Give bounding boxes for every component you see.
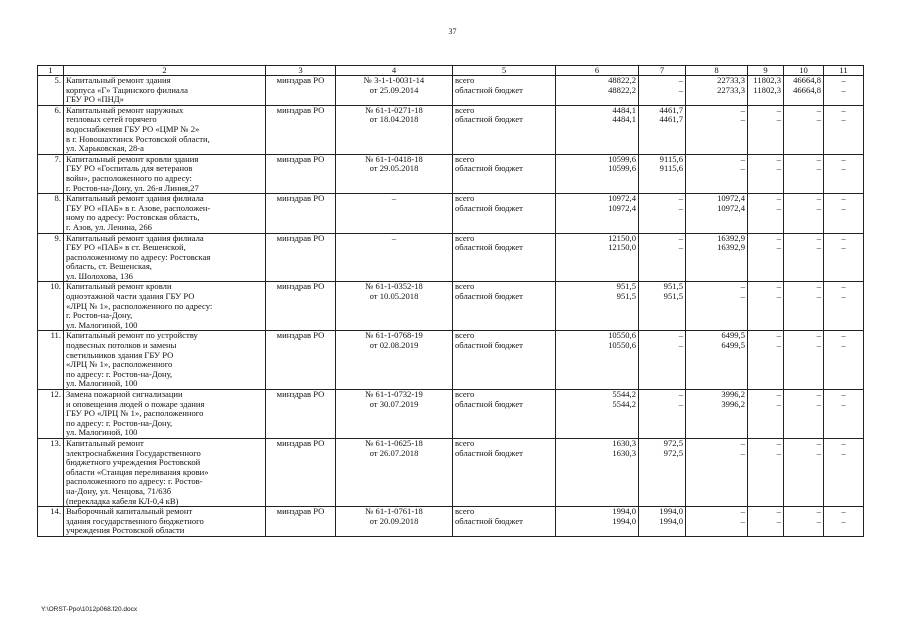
amount-c11: [824, 282, 864, 331]
funding-source-line: всего: [455, 389, 475, 399]
amount-value: –: [841, 398, 846, 409]
funding-source-line: областной бюджет: [455, 340, 523, 351]
amount-value: –: [776, 291, 781, 302]
amount-value: 16392,9: [717, 233, 745, 243]
amount-value: 6499,5: [721, 340, 745, 351]
column-header: 4: [336, 66, 453, 76]
expertise-document: № 61-1-0768-19 от 02.08.2019: [336, 331, 453, 390]
amount-c8: [686, 507, 748, 537]
amount-value: –: [816, 506, 821, 517]
amount-value: –: [841, 291, 846, 302]
amount-value: –: [678, 193, 683, 204]
expertise-document: № 61-1-0761-18 от 20.09.2018: [336, 507, 453, 537]
funding-source-line: всего: [455, 438, 475, 448]
work-description: Капитальный ремонт электроснабжения Государственного бюджетного учреждения Ростовской области «Станция переливания крови» расположенного по адресу: г. Ростов- на-Дону, ул. Ченцова, 71/63б (перекладка кабеля КЛ-0,4 кВ): [64, 438, 266, 506]
amount-value: –: [816, 193, 821, 204]
amount-value: 951,5: [616, 281, 636, 292]
amount-value: –: [841, 202, 846, 213]
amount-value: 951,5: [663, 281, 683, 292]
column-header: 9: [748, 66, 784, 76]
amount-value: –: [776, 193, 781, 204]
amount-c6: [556, 233, 639, 282]
amount-value: –: [841, 105, 846, 115]
amount-value: –: [816, 114, 821, 125]
amount-value: 46664,8: [793, 75, 821, 85]
amount-value: 22733,3: [717, 75, 745, 85]
funding-source: [453, 438, 556, 506]
amount-value: –: [841, 330, 846, 341]
row-number: 10.: [38, 282, 64, 331]
amount-value: 4484,1: [612, 105, 636, 115]
amount-c7: [639, 282, 686, 331]
work-description: Капитальный ремонт кровли одноэтажной части здания ГБУ РО «ЛРЦ № 1», расположенного по адресу: г. Ростов-на-Дону, ул. Малогиной, 100: [64, 282, 266, 331]
amount-value: –: [740, 506, 745, 517]
work-description: Капитальный ремонт кровли здания ГБУ РО «Госпиталь для ветеранов войн», расположенного по адресу: г. Ростов-на-Дону, ул. 26-я Линия,27: [64, 154, 266, 193]
amount-value: –: [816, 105, 821, 115]
column-header: 1: [38, 66, 64, 76]
work-description: Капитальный ремонт здания филиала ГБУ РО «ПАБ» в ст. Вешенской, расположенному по адресу: Ростовская область, ст. Вешенская, ул. Шолохова, 136: [64, 233, 266, 282]
amount-value: 5544,2: [612, 389, 636, 399]
amount-value: 3996,2: [721, 398, 745, 409]
amount-value: –: [740, 291, 745, 302]
funding-source-line: областной бюджет: [455, 84, 523, 95]
amount-c6: [556, 331, 639, 390]
amount-value: –: [776, 330, 781, 341]
amount-c9: [748, 105, 784, 154]
amount-c9: [748, 507, 784, 537]
amount-c7: [639, 507, 686, 537]
amount-c6: [556, 282, 639, 331]
work-description: Капитальный ремонт здания корпуса «Г» Тацинского филиала ГБУ РО «ПНД»: [64, 76, 266, 106]
amount-value: 1994,0: [659, 506, 683, 517]
amount-value: –: [841, 154, 846, 164]
amount-value: –: [678, 233, 683, 243]
row-number: 13.: [38, 438, 64, 506]
amount-c9: [748, 154, 784, 193]
expertise-document: № 3-1-1-0031-14 от 25.09.2014: [336, 76, 453, 106]
amount-value: –: [841, 506, 846, 517]
column-header: 5: [453, 66, 556, 76]
funding-source-line: областной бюджет: [455, 114, 523, 125]
amount-value: –: [740, 515, 745, 526]
amount-value: –: [776, 447, 781, 458]
amount-value: 6499,5: [721, 330, 745, 341]
amount-value: –: [740, 114, 745, 125]
amount-value: 1630,3: [612, 438, 636, 448]
amount-value: –: [776, 398, 781, 409]
table-row: [38, 438, 864, 506]
table-row: [38, 76, 864, 106]
amount-value: 9115,6: [659, 163, 683, 174]
amount-value: –: [776, 389, 781, 399]
amount-c11: [824, 438, 864, 506]
funding-source: [453, 390, 556, 439]
amount-value: 951,5: [616, 291, 636, 302]
organization: минздрав РО: [266, 282, 336, 331]
amount-value: –: [816, 281, 821, 292]
amount-value: 1994,0: [612, 506, 636, 517]
amount-c11: [824, 331, 864, 390]
work-description: Капитальный ремонт здания филиала ГБУ РО «ПАБ» в г. Азове, расположен- ному по адресу: Ростовская область, г. Азов, ул. Ленина, 266: [64, 194, 266, 233]
table-row: [38, 154, 864, 193]
amount-value: 48822,2: [608, 75, 636, 85]
amount-value: –: [816, 291, 821, 302]
amount-c11: [824, 154, 864, 193]
file-path-footer: Y:\ORST-Ppo\1012p068.f20.docx: [41, 606, 138, 613]
table-body: [38, 66, 864, 537]
page-number: 37: [448, 27, 457, 36]
work-description: Замена пожарной сигнализации и оповещения людей о пожаре здания ГБУ РО «ЛРЦ № 1», расположенного по адресу: г. Ростов-на-Дону, ул. Малогиной, 100: [64, 390, 266, 439]
amount-value: –: [841, 242, 846, 253]
amount-value: –: [678, 330, 683, 341]
amount-value: 48822,2: [608, 84, 636, 95]
amount-value: –: [776, 242, 781, 253]
amount-c11: [824, 390, 864, 439]
amount-c6: [556, 390, 639, 439]
amount-c6: [556, 76, 639, 106]
amount-value: –: [816, 398, 821, 409]
amount-c11: [824, 76, 864, 106]
amount-c8: [686, 105, 748, 154]
amount-c8: [686, 233, 748, 282]
amount-value: –: [740, 105, 745, 115]
funding-source-line: областной бюджет: [455, 515, 523, 526]
funding-source-line: всего: [455, 330, 475, 341]
amount-value: –: [776, 154, 781, 164]
amount-value: –: [841, 389, 846, 399]
amount-c8: [686, 331, 748, 390]
column-header: 8: [686, 66, 748, 76]
amount-value: –: [816, 202, 821, 213]
funding-source-line: всего: [455, 75, 475, 85]
funding-source: [453, 76, 556, 106]
column-header: 3: [266, 66, 336, 76]
amount-value: –: [776, 114, 781, 125]
amount-c9: [748, 194, 784, 233]
amount-c10: [784, 282, 824, 331]
organization: минздрав РО: [266, 507, 336, 537]
work-description: Капитальный ремонт по устройству подвесных потолков и замены светильников здания ГБУ РО «ЛРЦ № 1», расположенного по адресу: г. Ростов-на-Дону, ул. Малогиной, 100: [64, 331, 266, 390]
amount-value: –: [816, 340, 821, 351]
amount-c6: [556, 154, 639, 193]
amount-value: 10972,4: [717, 193, 745, 204]
table-row: [38, 194, 864, 233]
table-row: [38, 390, 864, 439]
amount-value: –: [841, 84, 846, 95]
funding-source: [453, 154, 556, 193]
amount-c10: [784, 438, 824, 506]
amount-c6: [556, 438, 639, 506]
funding-source-line: всего: [455, 105, 475, 115]
amount-c8: [686, 390, 748, 439]
amount-value: 12150,0: [608, 242, 636, 253]
amount-value: –: [776, 233, 781, 243]
amount-value: 10599,6: [608, 163, 636, 174]
amount-c7: [639, 194, 686, 233]
amount-value: 10972,4: [608, 193, 636, 204]
amount-value: 3996,2: [721, 389, 745, 399]
amount-value: 11802,3: [753, 75, 781, 85]
amount-value: –: [678, 75, 683, 85]
amount-value: –: [776, 515, 781, 526]
amount-value: –: [841, 340, 846, 351]
amount-c10: [784, 390, 824, 439]
table-row: [38, 233, 864, 282]
organization: минздрав РО: [266, 233, 336, 282]
amount-value: –: [776, 340, 781, 351]
amount-value: –: [816, 233, 821, 243]
amount-value: 10972,4: [608, 202, 636, 213]
amount-c7: [639, 331, 686, 390]
amount-value: 11802,3: [753, 84, 781, 95]
row-number: 14.: [38, 507, 64, 537]
amount-c7: [639, 438, 686, 506]
funding-source-line: областной бюджет: [455, 398, 523, 409]
amount-c8: [686, 76, 748, 106]
amount-value: –: [678, 84, 683, 95]
amount-c10: [784, 331, 824, 390]
amount-c10: [784, 507, 824, 537]
amount-value: –: [816, 154, 821, 164]
amount-c8: [686, 154, 748, 193]
row-number: 9.: [38, 233, 64, 282]
funding-source-line: всего: [455, 154, 475, 164]
amount-value: –: [740, 154, 745, 164]
amount-value: –: [678, 242, 683, 253]
table-row: [38, 105, 864, 154]
table-row: [38, 282, 864, 331]
amount-value: –: [841, 233, 846, 243]
funding-source-line: областной бюджет: [455, 447, 523, 458]
amount-c8: [686, 438, 748, 506]
amount-value: –: [740, 163, 745, 174]
column-header: 11: [824, 66, 864, 76]
amount-c10: [784, 233, 824, 282]
funding-source-line: всего: [455, 506, 475, 517]
amount-c11: [824, 507, 864, 537]
amount-c9: [748, 331, 784, 390]
amount-value: 10972,4: [717, 202, 745, 213]
expertise-document: № 61-1-0271-18 от 18.04.2018: [336, 105, 453, 154]
amount-c10: [784, 154, 824, 193]
amount-value: 10550,6: [608, 330, 636, 341]
column-header: 2: [64, 66, 266, 76]
amount-value: –: [841, 114, 846, 125]
amount-c8: [686, 194, 748, 233]
amount-c10: [784, 76, 824, 106]
amount-value: –: [816, 389, 821, 399]
row-number: 6.: [38, 105, 64, 154]
amount-value: 1630,3: [612, 447, 636, 458]
amount-c7: [639, 390, 686, 439]
row-number: 12.: [38, 390, 64, 439]
amount-value: 22733,3: [717, 84, 745, 95]
work-description: Капитальный ремонт наружных тепловых сетей горячего водоснабжения ГБУ РО «ЦМР № 2» в г. Новошахтинск Ростовской области, ул. Харьковская, 28-а: [64, 105, 266, 154]
amount-c8: [686, 282, 748, 331]
amount-value: –: [841, 163, 846, 174]
organization: минздрав РО: [266, 438, 336, 506]
funding-source-line: областной бюджет: [455, 202, 523, 213]
amount-value: –: [816, 242, 821, 253]
column-header: 10: [784, 66, 824, 76]
funding-source: [453, 233, 556, 282]
amount-value: –: [841, 515, 846, 526]
expertise-document: № 61-1-0352-18 от 10.05.2018: [336, 282, 453, 331]
amount-value: –: [740, 438, 745, 448]
organization: минздрав РО: [266, 194, 336, 233]
amount-c7: [639, 233, 686, 282]
amount-value: 4484,1: [612, 114, 636, 125]
amount-value: 46664,8: [793, 84, 821, 95]
organization: минздрав РО: [266, 390, 336, 439]
amount-value: –: [841, 281, 846, 292]
row-number: 11.: [38, 331, 64, 390]
row-number: 8.: [38, 194, 64, 233]
funding-source: [453, 507, 556, 537]
amount-c9: [748, 233, 784, 282]
amount-c6: [556, 105, 639, 154]
amount-value: –: [776, 105, 781, 115]
amount-value: 9115,6: [659, 154, 683, 164]
funding-source: [453, 331, 556, 390]
amount-c7: [639, 76, 686, 106]
amount-value: –: [776, 506, 781, 517]
amount-value: 4461,7: [659, 114, 683, 125]
amount-value: –: [678, 202, 683, 213]
expertise-document: –: [336, 233, 453, 282]
amount-value: 12150,0: [608, 233, 636, 243]
amount-c7: [639, 105, 686, 154]
amount-value: –: [776, 202, 781, 213]
amount-value: –: [816, 438, 821, 448]
budget-table: [37, 65, 864, 537]
amount-value: –: [678, 389, 683, 399]
funding-source: [453, 105, 556, 154]
amount-c9: [748, 76, 784, 106]
funding-source-line: областной бюджет: [455, 242, 523, 253]
funding-source: [453, 282, 556, 331]
amount-value: –: [816, 447, 821, 458]
table-row: [38, 507, 864, 537]
header-row: [38, 66, 864, 76]
amount-value: –: [776, 438, 781, 448]
table-row: [38, 331, 864, 390]
amount-value: –: [678, 398, 683, 409]
amount-c9: [748, 438, 784, 506]
organization: минздрав РО: [266, 105, 336, 154]
funding-source-line: всего: [455, 193, 475, 204]
funding-source-line: всего: [455, 281, 475, 292]
funding-source-line: областной бюджет: [455, 291, 523, 302]
amount-value: 1994,0: [612, 515, 636, 526]
row-number: 5.: [38, 76, 64, 106]
amount-c10: [784, 105, 824, 154]
amount-c6: [556, 194, 639, 233]
amount-value: 16392,9: [717, 242, 745, 253]
amount-value: 10599,6: [608, 154, 636, 164]
amount-value: 4461,7: [659, 105, 683, 115]
amount-value: 10550,6: [608, 340, 636, 351]
funding-source-line: областной бюджет: [455, 163, 523, 174]
amount-value: –: [816, 163, 821, 174]
amount-value: 5544,2: [612, 398, 636, 409]
amount-c11: [824, 105, 864, 154]
amount-value: –: [776, 163, 781, 174]
column-header: 7: [639, 66, 686, 76]
row-number: 7.: [38, 154, 64, 193]
amount-value: –: [841, 438, 846, 448]
expertise-document: –: [336, 194, 453, 233]
amount-value: –: [776, 281, 781, 292]
expertise-document: № 61-1-0418-18 от 29.05.2018: [336, 154, 453, 193]
work-description: Выборочный капитальный ремонт здания государственного бюджетного учреждения Ростовской области: [64, 507, 266, 537]
amount-c10: [784, 194, 824, 233]
amount-c9: [748, 282, 784, 331]
organization: минздрав РО: [266, 76, 336, 106]
amount-value: 1994,0: [659, 515, 683, 526]
amount-value: –: [816, 330, 821, 341]
amount-c7: [639, 154, 686, 193]
expertise-document: № 61-1-0732-19 от 30.07.2019: [336, 390, 453, 439]
amount-c11: [824, 194, 864, 233]
organization: минздрав РО: [266, 331, 336, 390]
amount-value: –: [816, 515, 821, 526]
organization: минздрав РО: [266, 154, 336, 193]
amount-c9: [748, 390, 784, 439]
amount-value: –: [841, 447, 846, 458]
expertise-document: № 61-1-0625-18 от 26.07.2018: [336, 438, 453, 506]
amount-value: –: [740, 447, 745, 458]
amount-value: –: [740, 281, 745, 292]
amount-c6: [556, 507, 639, 537]
amount-value: –: [841, 75, 846, 85]
amount-c11: [824, 233, 864, 282]
amount-value: 972,5: [663, 447, 683, 458]
funding-source: [453, 194, 556, 233]
amount-value: 951,5: [663, 291, 683, 302]
amount-value: –: [678, 340, 683, 351]
amount-value: 972,5: [663, 438, 683, 448]
column-header: 6: [556, 66, 639, 76]
funding-source-line: всего: [455, 233, 475, 243]
amount-value: –: [841, 193, 846, 204]
